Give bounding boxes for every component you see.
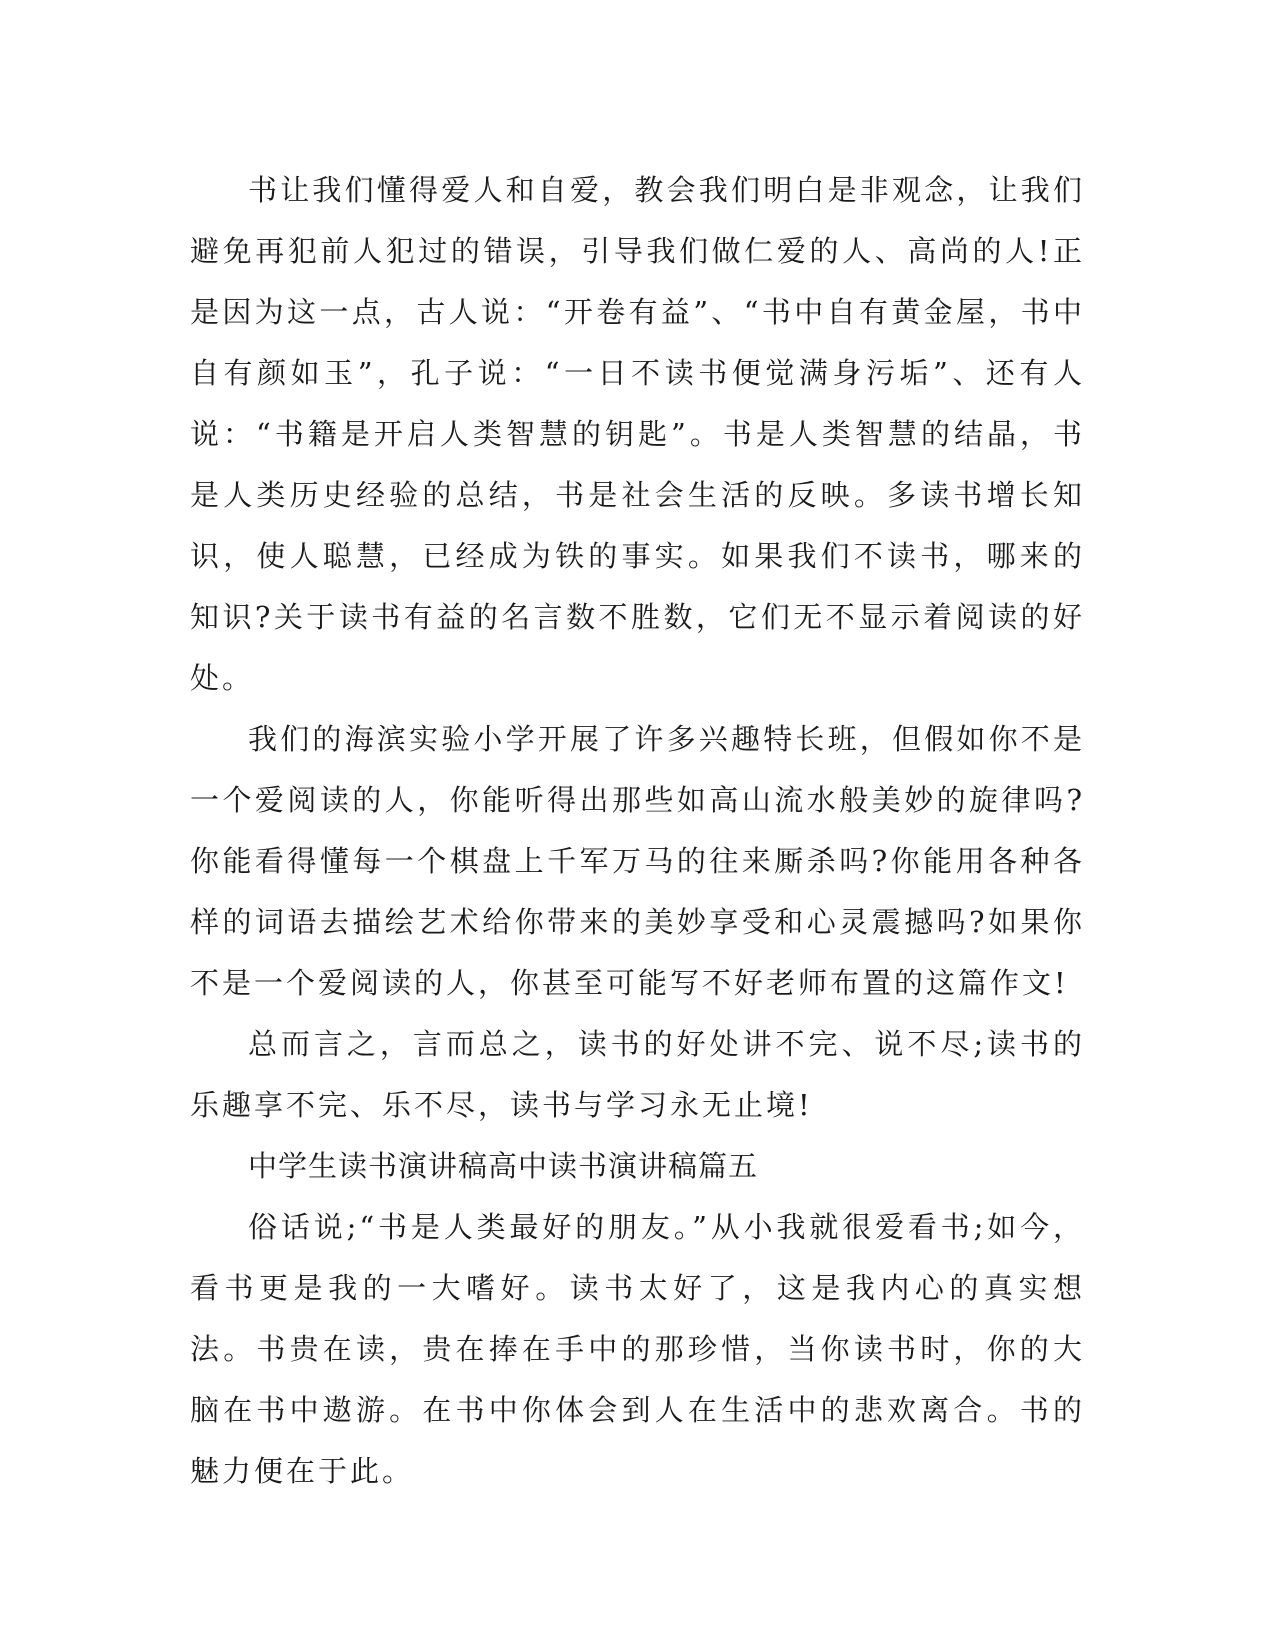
section-heading: 中学生读书演讲稿高中读书演讲稿篇五 xyxy=(248,1149,759,1183)
paragraph-4: 俗话说;“书是人类最好的朋友。”从小我就很爱看书;如今，看书更是我的一大嗜好。读书太好了，这是我内心的真实想法。书贵在读，贵在捧在手中的那珍惜，当你读书时，你的大脑在书中遨游。在书中你体会到人在生活中的悲欢离合。书的魅力便在于此。 xyxy=(190,1210,1085,1488)
paragraph-1: 书让我们懂得爱人和自爱，教会我们明白是非观念，让我们避免再犯前人犯过的错误，引导我们做仁爱的人、高尚的人!正是因为这一点，古人说：“开卷有益”、“书中自有黄金屋，书中自有颜如玉”，孔子说：“一日不读书便觉满身污垢”、还有人说：“书籍是开启人类智慧的钥匙”。书是人类智慧的结晶，书是人类历史经验的总结，书是社会生活的反映。多读书增长知识，使人聪慧，已经成为铁的事实。如果我们不读书，哪来的知识?关于读书有益的名言数不胜数，它们无不显示着阅读的好处。 xyxy=(190,173,1085,695)
document-body xyxy=(190,160,1085,1502)
paragraph-2: 我们的海滨实验小学开展了许多兴趣特长班，但假如你不是一个爱阅读的人，你能听得出那些如高山流水般美妙的旋律吗?你能看得懂每一个棋盘上千军万马的往来厮杀吗?你能用各种各样的词语去描绘艺术给你带来的美妙享受和心灵震撼吗?如果你不是一个爱阅读的人，你甚至可能写不好老师布置的这篇作文! xyxy=(190,722,1085,1000)
paragraph-3: 总而言之，言而总之，读书的好处讲不完、说不尽;读书的乐趣享不完、乐不尽，读书与学习永无止境! xyxy=(190,1027,1085,1122)
